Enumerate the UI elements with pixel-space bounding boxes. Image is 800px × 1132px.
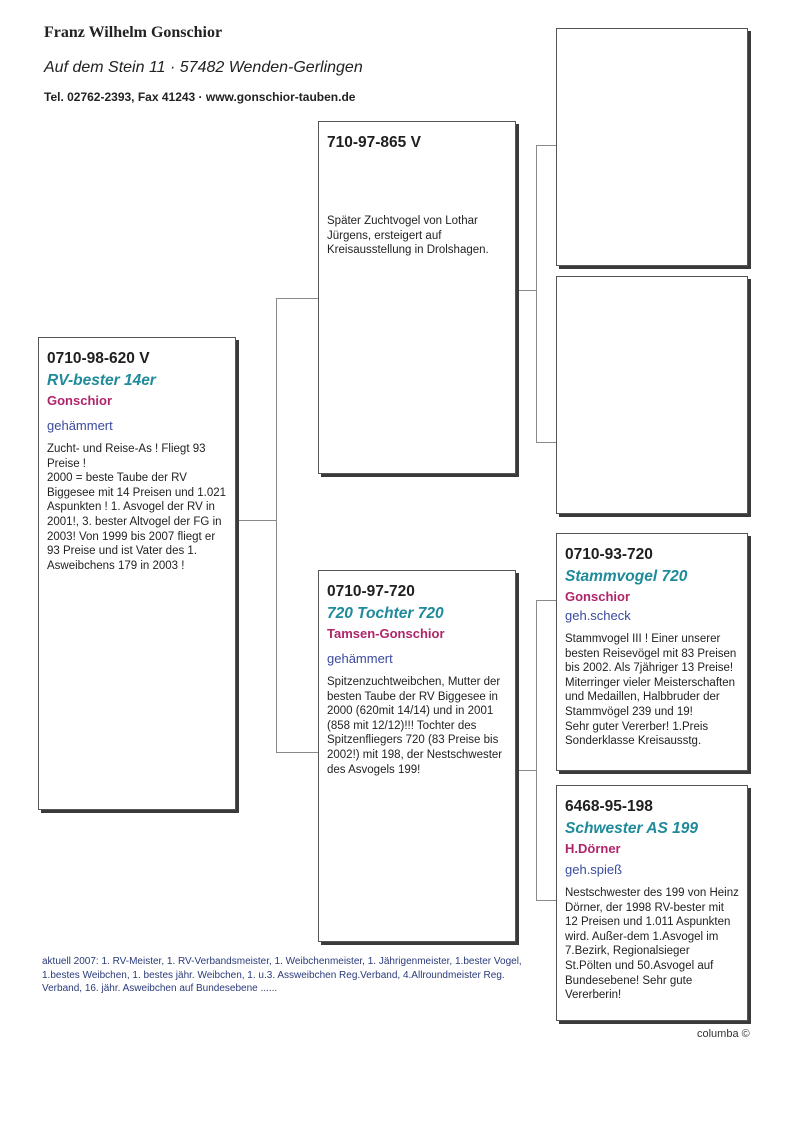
pigeon-ff-card [556,28,748,266]
pigeon-fm-card [556,276,748,514]
pigeon-mm-breeder: H.Dörner [565,841,621,856]
connector-father-out [516,290,536,291]
pigeon-mf-breeder: Gonschior [565,589,631,604]
connector-main-horizontal [236,520,276,521]
pigeon-mm-title: Schwester AS 199 [565,820,698,837]
connector-mother-out [516,770,536,771]
pigeon-mm-card [556,785,748,1021]
pigeon-main-color: gehämmert [47,418,113,433]
connector-mm [536,900,556,901]
connector-father [276,298,318,299]
pigeon-mother-ring: 0710-97-720 [327,583,415,600]
pigeon-father-card [318,121,516,474]
achievements-footer: aktuell 2007: 1. RV-Meister, 1. RV-Verbandsmeister, 1. Weibchenmeister, 1. Jährigenmeister, 1.bester Vogel, 1.bestes Weibchen, 1. bestes jähr. Weibchen, 1. u.3. Assweibchen Reg.Verband, 4.Allroundmeister Reg. Verband, 16. jähr. Asweibchen auf Bundesebene ...... [42,956,522,994]
pigeon-mm-color: geh.spieß [565,862,623,877]
connector-main-vertical [276,298,277,752]
pigeon-father-description: Später Zuchtvogel von Lothar Jürgens, ersteigert auf Kreisausstellung in Drolshagen. [327,215,489,257]
pigeon-mother-title: 720 Tochter 720 [327,605,444,622]
connector-father-vertical [536,145,537,442]
connector-mother-vertical [536,600,537,900]
connector-ff [536,145,556,146]
breeder-contact: Tel. 02762-2393, Fax 41243 · www.gonschior-tauben.de [44,90,356,104]
pigeon-mf-color: geh.scheck [565,608,631,623]
pigeon-mother-color: gehämmert [327,651,393,666]
columba-credit: columba © [697,1028,750,1040]
pigeon-main-card [38,337,236,810]
connector-mother [276,752,318,753]
pigeon-mf-description: Stammvogel III ! Einer unserer besten Reisevögel mit 83 Preisen bis 2002. Als 7jähriger 13 Preise! Miterringer vieler Meisterschaften und Medaillen, Halbbruder der Stammvögel 239 und 19! Sehr guter Vererber! 1.Preis Sonderklasse Kreisausstg. [565,633,737,748]
breeder-name: Franz Wilhelm Gonschior [44,24,223,41]
connector-fm [536,442,556,443]
pigeon-mm-description: Nestschwester des 199 von Heinz Dörner, der 1998 RV-bester mit 12 Preisen und 1.011 Aspunkten wird. Außer-dem 1.Asvogel im 7.Bezirk, Regionalsieger St.Pölten und 50.Asvogel auf Bundesebene! Sehr gute Vererberin! [565,887,739,1002]
pigeon-main-breeder: Gonschior [47,393,113,408]
pigeon-mother-card [318,570,516,942]
pigeon-mf-title: Stammvogel 720 [565,568,688,585]
breeder-address: Auf dem Stein 11 · 57482 Wenden-Gerlingen [44,59,363,76]
pigeon-mf-card [556,533,748,771]
pigeon-mother-description: Spitzenzuchtweibchen, Mutter der besten Taube der RV Biggesee in 2000 (620mit 14/14) und in 2001 (858 mit 12/12)!!! Tochter des Spitzenfliegers 720 (83 Preise bis 2002!) mit 198, der Nestschwester des Asvogels 199! [327,676,503,776]
connector-mf [536,600,556,601]
pigeon-main-ring: 0710-98-620 V [47,350,150,367]
pigeon-main-title: RV-bester 14er [47,372,156,389]
pigeon-mother-breeder: Tamsen-Gonschior [327,626,445,641]
pigeon-mm-ring: 6468-95-198 [565,798,653,815]
pigeon-father-ring: 710-97-865 V [327,134,421,151]
pigeon-main-description: Zucht- und Reise-As ! Fliegt 93 Preise ! 2000 = beste Taube der RV Biggesee mit 14 Preisen und 1.021 Aspunkten ! 1. Asvogel der RV in 2001!, 3. bester Altvogel der FG in 2003! Von 1999 bis 2007 fliegt er 93 Preise und ist Vater des 1. Asweibchens 179 in 2003 ! [47,443,227,572]
pigeon-mf-ring: 0710-93-720 [565,546,653,563]
